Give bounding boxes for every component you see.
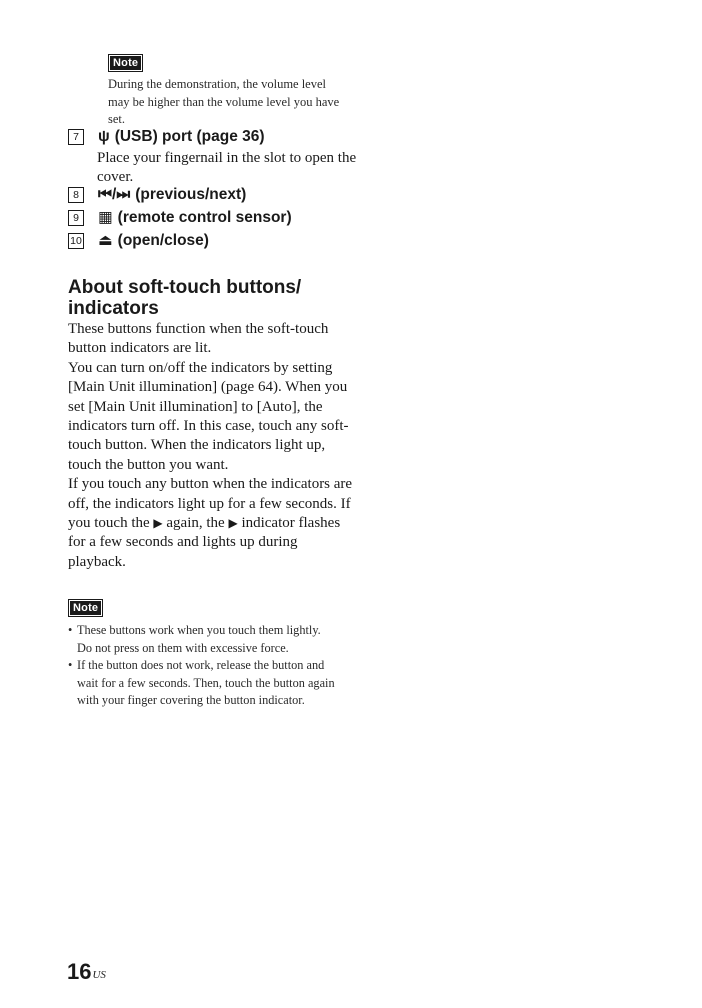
note-badge: Note (68, 599, 103, 617)
previous-next-icon: ⏮/⏭ (98, 186, 131, 203)
paragraph: You can turn on/off the indicators by setting [Main Unit illumination] (page 64). When you set [Main Unit illumination] to [Auto], the indicators turn off. In this case, touch any soft-touch button. When the indicators light up, touch the button you want. (68, 359, 349, 473)
page-number-value: 16 (67, 959, 92, 984)
paragraph (68, 475, 358, 572)
item-number: 8 (68, 187, 84, 203)
section-heading: About soft-touch buttons/ indicators (68, 277, 302, 319)
list-item: • These buttons work when you touch them lightly. Do not press on them with excessive force. (68, 622, 338, 657)
item-label: (previous/next) (135, 186, 247, 203)
item-label: (remote control sensor) (117, 209, 292, 226)
paragraph-text: again, the (162, 515, 229, 532)
item-remote-sensor (68, 207, 368, 229)
page-region-suffix: US (92, 969, 106, 981)
play-icon: ▶ (153, 516, 163, 531)
note-bullet-list (68, 622, 338, 710)
note-badge: Note (108, 54, 143, 72)
item-number: 9 (68, 210, 84, 226)
page-number (67, 959, 106, 985)
item-number: 10 (68, 233, 84, 249)
list-item: • If the button does not work, release the button and wait for a few seconds. Then, touch the button again with your finger covering the button indicator. (68, 657, 338, 710)
item-description: Place your fingernail in the slot to open the cover. (97, 150, 357, 185)
section-body (68, 320, 358, 572)
item-previous-next (68, 184, 368, 206)
item-usb-port (68, 126, 368, 187)
paragraph-text: indicator flashes for a few seconds and lights up during playback. (68, 515, 341, 570)
remote-sensor-icon: ▦ (98, 209, 113, 226)
usb-icon: ψ (98, 128, 110, 145)
eject-icon: ⏏ (98, 232, 113, 249)
note-text: During the demonstration, the volume level may be higher than the volume level you have set. (108, 77, 340, 126)
paragraph: These buttons function when the soft-touch button indicators are lit. (68, 321, 329, 357)
play-icon: ▶ (228, 516, 238, 531)
item-open-close (68, 230, 368, 252)
item-number: 7 (68, 129, 84, 145)
item-label: (USB) port (page 36) (114, 128, 265, 145)
item-label: (open/close) (117, 232, 209, 249)
paragraph-text: If you touch any button when the indicators are off, the indicators light up for a few seconds. If you touch the (68, 476, 353, 532)
